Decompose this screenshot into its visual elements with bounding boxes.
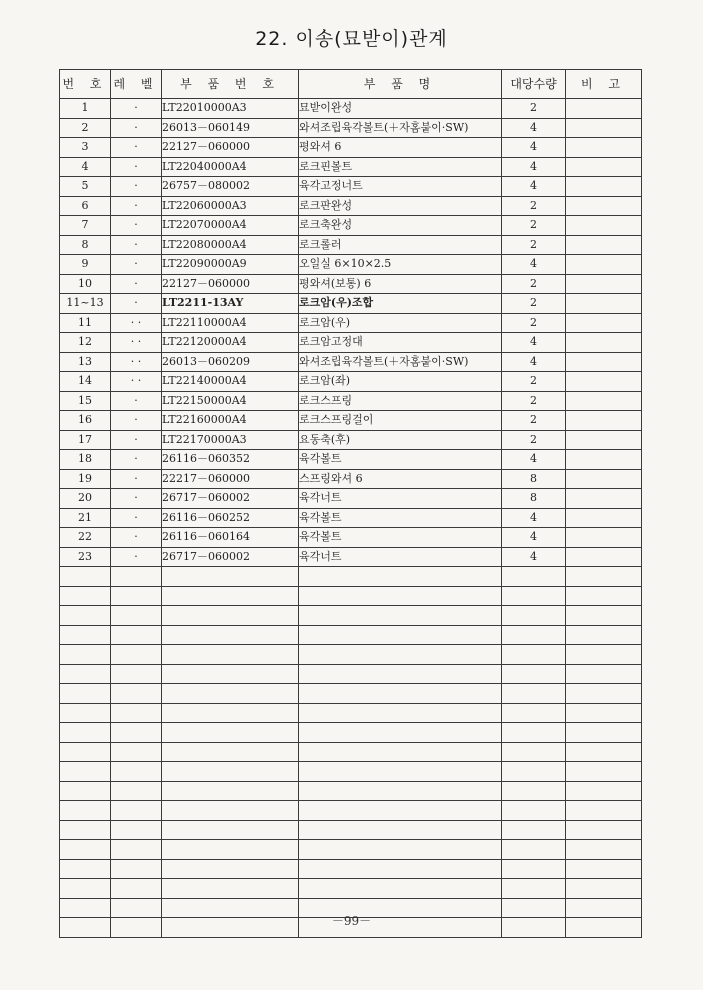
cell-qty xyxy=(502,840,566,860)
cell-no: 20 xyxy=(60,489,111,509)
cell-level: · xyxy=(111,430,162,450)
cell-no: 4 xyxy=(60,157,111,177)
cell-part-name: 로크암(우) xyxy=(299,313,502,333)
cell-level: · xyxy=(111,255,162,275)
cell-part-no: LT22070000A4 xyxy=(162,216,299,236)
cell-part-no: 22127－060000 xyxy=(162,274,299,294)
cell-remarks xyxy=(566,489,642,509)
cell-qty xyxy=(502,742,566,762)
table-row xyxy=(60,469,642,489)
cell-level: · xyxy=(111,411,162,431)
cell-level: · xyxy=(111,177,162,197)
cell-qty: 4 xyxy=(502,508,566,528)
cell-part-no: 26116－060352 xyxy=(162,450,299,470)
cell-part-name xyxy=(299,840,502,860)
cell-part-no xyxy=(162,684,299,704)
cell-level: · xyxy=(111,489,162,509)
table-row xyxy=(60,352,642,372)
cell-remarks xyxy=(566,196,642,216)
table-row xyxy=(60,274,642,294)
cell-no xyxy=(60,879,111,899)
cell-qty: 4 xyxy=(502,138,566,158)
cell-remarks xyxy=(566,606,642,626)
cell-remarks xyxy=(566,333,642,353)
cell-part-name: 묘받이완성 xyxy=(299,99,502,119)
cell-level: · · xyxy=(111,352,162,372)
cell-part-name xyxy=(299,781,502,801)
cell-part-name xyxy=(299,801,502,821)
cell-remarks xyxy=(566,508,642,528)
cell-no xyxy=(60,762,111,782)
cell-part-no: LT22090000A9 xyxy=(162,255,299,275)
table-row xyxy=(60,489,642,509)
cell-no: 17 xyxy=(60,430,111,450)
cell-part-no: 22127－060000 xyxy=(162,138,299,158)
table-row xyxy=(60,801,642,821)
cell-qty: 2 xyxy=(502,235,566,255)
cell-remarks xyxy=(566,352,642,372)
cell-part-no xyxy=(162,625,299,645)
cell-no: 14 xyxy=(60,372,111,392)
cell-part-no: 26757－080002 xyxy=(162,177,299,197)
cell-part-no xyxy=(162,859,299,879)
cell-part-no: 26717－060002 xyxy=(162,489,299,509)
cell-no: 9 xyxy=(60,255,111,275)
parts-table xyxy=(59,69,642,938)
table-row xyxy=(60,411,642,431)
cell-qty xyxy=(502,684,566,704)
cell-no: 3 xyxy=(60,138,111,158)
cell-remarks xyxy=(566,645,642,665)
cell-part-name: 로크암(우)조합 xyxy=(299,294,502,314)
cell-qty: 2 xyxy=(502,372,566,392)
cell-part-no xyxy=(162,664,299,684)
cell-qty: 2 xyxy=(502,216,566,236)
cell-part-no: LT22160000A4 xyxy=(162,411,299,431)
cell-part-no xyxy=(162,801,299,821)
cell-part-no xyxy=(162,723,299,743)
cell-remarks xyxy=(566,801,642,821)
cell-no: 18 xyxy=(60,450,111,470)
table-row xyxy=(60,567,642,587)
cell-part-name: 스프링와셔 6 xyxy=(299,469,502,489)
cell-part-no: LT22110000A4 xyxy=(162,313,299,333)
cell-part-no: LT22170000A3 xyxy=(162,430,299,450)
cell-part-name: 로크암(좌) xyxy=(299,372,502,392)
cell-level xyxy=(111,606,162,626)
cell-part-no: LT22120000A4 xyxy=(162,333,299,353)
cell-qty: 2 xyxy=(502,313,566,333)
cell-remarks xyxy=(566,391,642,411)
cell-level: · · xyxy=(111,333,162,353)
cell-level xyxy=(111,781,162,801)
table-row xyxy=(60,99,642,119)
cell-level: · xyxy=(111,508,162,528)
cell-part-no: 26116－060164 xyxy=(162,528,299,548)
cell-remarks xyxy=(566,274,642,294)
cell-part-no: 26717－060002 xyxy=(162,547,299,567)
cell-no xyxy=(60,723,111,743)
cell-remarks xyxy=(566,372,642,392)
cell-level: · xyxy=(111,391,162,411)
table-row xyxy=(60,664,642,684)
cell-level: · xyxy=(111,157,162,177)
cell-part-name: 로크롤러 xyxy=(299,235,502,255)
table-row xyxy=(60,450,642,470)
cell-part-name xyxy=(299,567,502,587)
table-row xyxy=(60,547,642,567)
cell-qty: 8 xyxy=(502,469,566,489)
table-row xyxy=(60,742,642,762)
cell-part-name xyxy=(299,742,502,762)
cell-remarks xyxy=(566,157,642,177)
cell-remarks xyxy=(566,781,642,801)
cell-level: · xyxy=(111,235,162,255)
table-row xyxy=(60,372,642,392)
table-row xyxy=(60,625,642,645)
cell-no: 7 xyxy=(60,216,111,236)
cell-qty: 2 xyxy=(502,99,566,119)
cell-part-name: 육각볼트 xyxy=(299,508,502,528)
cell-qty: 2 xyxy=(502,411,566,431)
cell-part-no: 22217－060000 xyxy=(162,469,299,489)
cell-remarks xyxy=(566,313,642,333)
cell-remarks xyxy=(566,450,642,470)
cell-no: 2 xyxy=(60,118,111,138)
cell-level: · xyxy=(111,528,162,548)
cell-level: · xyxy=(111,274,162,294)
cell-remarks xyxy=(566,547,642,567)
cell-part-name: 로크암고정대 xyxy=(299,333,502,353)
cell-part-name xyxy=(299,859,502,879)
table-row xyxy=(60,645,642,665)
cell-remarks xyxy=(566,177,642,197)
cell-level xyxy=(111,703,162,723)
table-header-row xyxy=(60,70,642,99)
cell-qty: 4 xyxy=(502,177,566,197)
cell-level xyxy=(111,664,162,684)
table-row xyxy=(60,138,642,158)
cell-no: 12 xyxy=(60,333,111,353)
cell-part-no: 26013－060209 xyxy=(162,352,299,372)
cell-no xyxy=(60,703,111,723)
cell-part-no xyxy=(162,762,299,782)
cell-qty xyxy=(502,762,566,782)
cell-level xyxy=(111,742,162,762)
cell-no: 8 xyxy=(60,235,111,255)
cell-part-no xyxy=(162,586,299,606)
table-row xyxy=(60,118,642,138)
cell-qty xyxy=(502,723,566,743)
cell-remarks xyxy=(566,430,642,450)
cell-qty: 4 xyxy=(502,528,566,548)
cell-part-no: LT22060000A3 xyxy=(162,196,299,216)
table-row xyxy=(60,762,642,782)
cell-no: 23 xyxy=(60,547,111,567)
cell-no: 11~13 xyxy=(60,294,111,314)
table-row xyxy=(60,606,642,626)
table-row xyxy=(60,820,642,840)
cell-no xyxy=(60,625,111,645)
table-row xyxy=(60,157,642,177)
cell-qty xyxy=(502,859,566,879)
cell-no xyxy=(60,820,111,840)
table-row xyxy=(60,840,642,860)
cell-part-no: LT22080000A4 xyxy=(162,235,299,255)
cell-level: · xyxy=(111,138,162,158)
cell-remarks xyxy=(566,625,642,645)
cell-remarks xyxy=(566,684,642,704)
cell-level xyxy=(111,820,162,840)
cell-qty xyxy=(502,625,566,645)
cell-qty: 8 xyxy=(502,489,566,509)
cell-qty: 4 xyxy=(502,118,566,138)
table-row xyxy=(60,703,642,723)
cell-part-name xyxy=(299,684,502,704)
cell-part-name: 육각너트 xyxy=(299,547,502,567)
cell-part-name: 육각너트 xyxy=(299,489,502,509)
cell-part-no: LT22140000A4 xyxy=(162,372,299,392)
cell-part-name: 로크핀볼트 xyxy=(299,157,502,177)
cell-no: 22 xyxy=(60,528,111,548)
table-row xyxy=(60,430,642,450)
cell-qty: 2 xyxy=(502,196,566,216)
table-row xyxy=(60,684,642,704)
cell-level: · xyxy=(111,216,162,236)
cell-no: 16 xyxy=(60,411,111,431)
cell-part-no: 26013－060149 xyxy=(162,118,299,138)
cell-part-no: 26116－060252 xyxy=(162,508,299,528)
cell-level xyxy=(111,586,162,606)
cell-level xyxy=(111,625,162,645)
header-qty: 대당수량 xyxy=(502,70,566,99)
cell-part-no xyxy=(162,840,299,860)
cell-remarks xyxy=(566,118,642,138)
cell-no xyxy=(60,859,111,879)
cell-level: · xyxy=(111,547,162,567)
table-row xyxy=(60,333,642,353)
cell-level: · · xyxy=(111,313,162,333)
page-number: －99－ xyxy=(331,914,372,928)
cell-no: 11 xyxy=(60,313,111,333)
cell-remarks xyxy=(566,723,642,743)
table-row xyxy=(60,781,642,801)
table-row xyxy=(60,196,642,216)
cell-qty xyxy=(502,606,566,626)
cell-no xyxy=(60,645,111,665)
table-row xyxy=(60,528,642,548)
table-row xyxy=(60,255,642,275)
cell-level xyxy=(111,762,162,782)
table-row xyxy=(60,177,642,197)
header-no: 번 호 xyxy=(60,70,111,99)
cell-part-name: 로크스프링 xyxy=(299,391,502,411)
cell-level xyxy=(111,645,162,665)
cell-part-name xyxy=(299,762,502,782)
table-row xyxy=(60,723,642,743)
cell-no: 15 xyxy=(60,391,111,411)
cell-no xyxy=(60,567,111,587)
cell-part-name xyxy=(299,703,502,723)
cell-remarks xyxy=(566,762,642,782)
cell-part-no xyxy=(162,703,299,723)
cell-part-name: 로크판완성 xyxy=(299,196,502,216)
cell-qty xyxy=(502,703,566,723)
cell-no xyxy=(60,781,111,801)
header-remarks: 비 고 xyxy=(566,70,642,99)
cell-qty: 4 xyxy=(502,255,566,275)
cell-part-no xyxy=(162,567,299,587)
cell-level: · xyxy=(111,118,162,138)
cell-part-name xyxy=(299,606,502,626)
cell-part-no xyxy=(162,606,299,626)
cell-remarks xyxy=(566,859,642,879)
cell-part-no xyxy=(162,820,299,840)
cell-part-no xyxy=(162,645,299,665)
cell-part-no xyxy=(162,781,299,801)
cell-no xyxy=(60,664,111,684)
cell-part-name: 평와셔 6 xyxy=(299,138,502,158)
cell-part-no: LT22040000A4 xyxy=(162,157,299,177)
cell-remarks xyxy=(566,294,642,314)
cell-level: · xyxy=(111,450,162,470)
header-level: 레 벨 xyxy=(111,70,162,99)
cell-level xyxy=(111,840,162,860)
cell-qty: 4 xyxy=(502,333,566,353)
cell-level: · xyxy=(111,294,162,314)
table-row xyxy=(60,294,642,314)
table-row xyxy=(60,313,642,333)
cell-part-name: 와셔조립육각볼트(＋자홈붙이·SW) xyxy=(299,352,502,372)
cell-no xyxy=(60,840,111,860)
cell-qty: 4 xyxy=(502,547,566,567)
cell-qty xyxy=(502,664,566,684)
cell-part-no xyxy=(162,742,299,762)
cell-qty: 2 xyxy=(502,294,566,314)
cell-remarks xyxy=(566,820,642,840)
cell-level: · · xyxy=(111,372,162,392)
cell-part-no xyxy=(162,879,299,899)
cell-qty: 2 xyxy=(502,391,566,411)
cell-part-no: LT2211-13AY xyxy=(162,294,299,314)
table-row xyxy=(60,879,642,899)
cell-qty xyxy=(502,781,566,801)
cell-qty: 4 xyxy=(502,157,566,177)
cell-part-name xyxy=(299,820,502,840)
cell-remarks xyxy=(566,411,642,431)
cell-level: · xyxy=(111,196,162,216)
cell-qty: 4 xyxy=(502,450,566,470)
table-row xyxy=(60,216,642,236)
cell-part-name xyxy=(299,625,502,645)
cell-no: 19 xyxy=(60,469,111,489)
cell-level xyxy=(111,684,162,704)
cell-level: · xyxy=(111,99,162,119)
cell-part-name xyxy=(299,723,502,743)
cell-part-name: 평와셔(보통) 6 xyxy=(299,274,502,294)
page-title: 22. 이송(묘받이)관계 xyxy=(255,28,448,50)
cell-remarks xyxy=(566,840,642,860)
cell-qty xyxy=(502,820,566,840)
cell-remarks xyxy=(566,138,642,158)
cell-part-name: 오일실 6×10×2.5 xyxy=(299,255,502,275)
table-row xyxy=(60,508,642,528)
cell-qty: 2 xyxy=(502,430,566,450)
cell-level xyxy=(111,879,162,899)
cell-part-name: 육각고정너트 xyxy=(299,177,502,197)
cell-level xyxy=(111,859,162,879)
cell-remarks xyxy=(566,99,642,119)
cell-qty xyxy=(502,879,566,899)
cell-part-name: 로크축완성 xyxy=(299,216,502,236)
cell-qty xyxy=(502,567,566,587)
cell-part-no: LT22150000A4 xyxy=(162,391,299,411)
cell-remarks xyxy=(566,879,642,899)
cell-qty xyxy=(502,645,566,665)
cell-remarks xyxy=(566,255,642,275)
cell-no xyxy=(60,586,111,606)
cell-level xyxy=(111,567,162,587)
cell-level xyxy=(111,723,162,743)
cell-part-name xyxy=(299,879,502,899)
cell-no xyxy=(60,684,111,704)
cell-remarks xyxy=(566,567,642,587)
cell-level xyxy=(111,801,162,821)
cell-no xyxy=(60,742,111,762)
cell-no: 10 xyxy=(60,274,111,294)
cell-no: 1 xyxy=(60,99,111,119)
table-row xyxy=(60,859,642,879)
cell-remarks xyxy=(566,528,642,548)
cell-no xyxy=(60,801,111,821)
cell-no: 6 xyxy=(60,196,111,216)
cell-part-name: 와셔조립육각볼트(＋자홈붙이·SW) xyxy=(299,118,502,138)
cell-no: 21 xyxy=(60,508,111,528)
cell-qty xyxy=(502,801,566,821)
cell-remarks xyxy=(566,664,642,684)
cell-part-name: 육각볼트 xyxy=(299,450,502,470)
cell-no: 5 xyxy=(60,177,111,197)
cell-part-name xyxy=(299,586,502,606)
cell-no: 13 xyxy=(60,352,111,372)
header-part-name: 부 품 명 xyxy=(299,70,502,99)
table-row xyxy=(60,586,642,606)
cell-part-no: LT22010000A3 xyxy=(162,99,299,119)
cell-part-name: 요동축(후) xyxy=(299,430,502,450)
cell-part-name: 육각볼트 xyxy=(299,528,502,548)
cell-remarks xyxy=(566,586,642,606)
table-row xyxy=(60,391,642,411)
cell-remarks xyxy=(566,469,642,489)
cell-part-name xyxy=(299,645,502,665)
header-part-no: 부 품 번 호 xyxy=(162,70,299,99)
cell-qty xyxy=(502,586,566,606)
table-row xyxy=(60,235,642,255)
cell-level: · xyxy=(111,469,162,489)
cell-remarks xyxy=(566,216,642,236)
cell-no xyxy=(60,606,111,626)
cell-part-name: 로크스프링걸이 xyxy=(299,411,502,431)
cell-remarks xyxy=(566,742,642,762)
cell-qty: 4 xyxy=(502,352,566,372)
cell-remarks xyxy=(566,235,642,255)
cell-part-name xyxy=(299,664,502,684)
cell-remarks xyxy=(566,703,642,723)
cell-qty: 2 xyxy=(502,274,566,294)
